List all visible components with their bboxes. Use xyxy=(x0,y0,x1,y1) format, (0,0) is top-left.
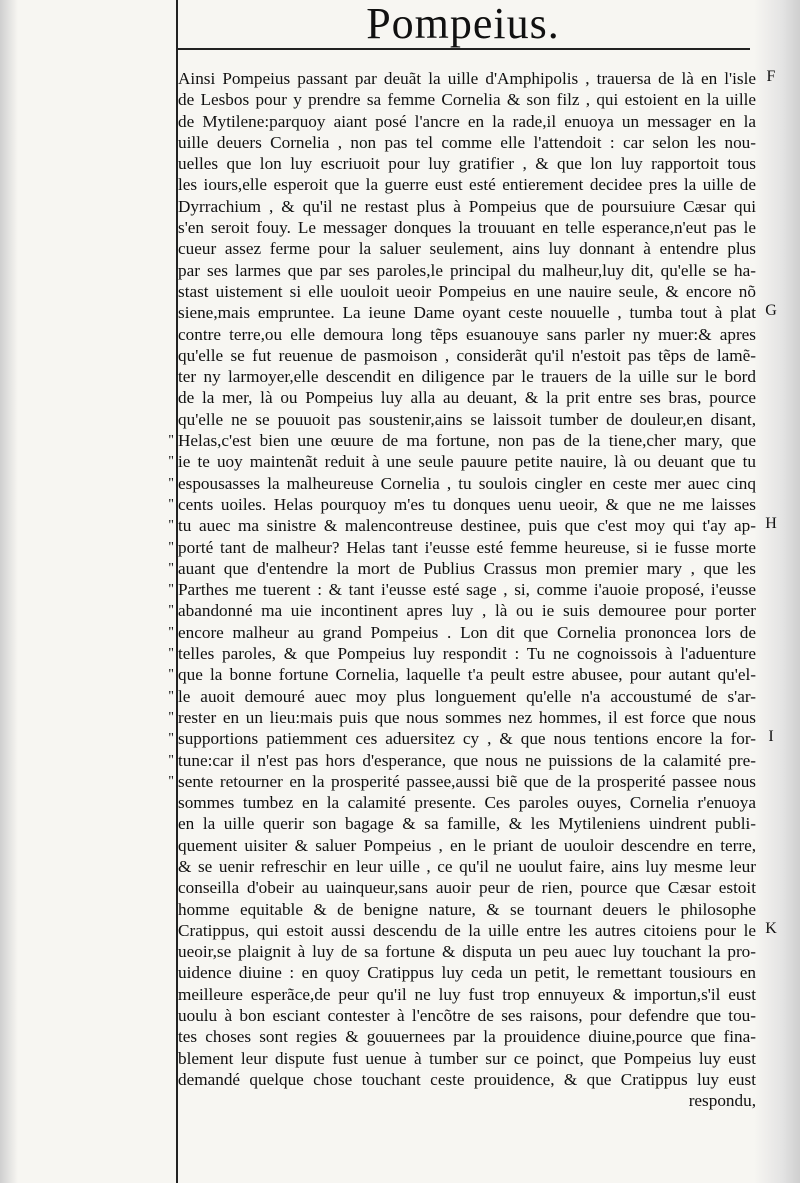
text-line: par ses larmes que par ses paroles,le principal du malheur,luy dit, qu'elle se ha- xyxy=(178,260,756,280)
marker-spacer xyxy=(146,260,174,281)
text-line: qu'elle se fut reuenue de pasmoison , considerãt qu'il n'estoit pas tẽps de lamẽ- xyxy=(178,345,756,365)
text-line: uidence diuine : en quoy Cratippus luy ceda un petit, le remettant tousiours en xyxy=(178,963,756,983)
text-line: que la bonne fortune Cornelia, laquelle t'a peult estre abusee, pour autant qu'el- xyxy=(178,665,756,685)
text-line: supportions patiemment ces aduersitez cy , & que nous tentions encore la for- xyxy=(178,729,756,749)
text-line: Helas,c'est bien une œuure de ma fortune, non pas de la tiene,cher mary, que xyxy=(178,431,756,451)
marker-spacer xyxy=(146,345,174,366)
quote-marker: " xyxy=(168,709,174,725)
section-letter: I xyxy=(768,728,774,746)
marker-spacer xyxy=(146,387,174,408)
marker-spacer xyxy=(146,1026,174,1047)
marker-spacer xyxy=(146,238,174,259)
marker-spacer xyxy=(146,899,174,920)
left-gutter-shadow xyxy=(0,0,18,1183)
text-line: cents uoiles. Helas pourquoy m'es tu donques uenu ueoir, & que ne me laisses xyxy=(178,494,756,514)
running-head: Pompeius. xyxy=(366,0,560,48)
header-rule xyxy=(176,48,750,50)
marker-spacer xyxy=(146,813,174,834)
right-edge-shadow xyxy=(754,0,800,1183)
text-line: tes choses sont regies & gouuernees par la prouidence diuine,pource que fina- xyxy=(178,1027,756,1047)
marker-spacer xyxy=(146,856,174,877)
text-line: en la uille querir son bagage & sa famille, & les Mytileniens uindrent publi- xyxy=(178,814,756,834)
quote-marker: " xyxy=(168,582,174,598)
marker-spacer xyxy=(146,835,174,856)
quote-marker: " xyxy=(168,688,174,704)
text-line: de la mer, là ou Pompeius luy alla au deuant, & la prit entre ses bras, pource xyxy=(178,388,756,408)
quote-marker: " xyxy=(168,560,174,576)
text-line: conseilla d'obeir au uainqueur,sans auoir peur de rien, pource que Cæsar estoit xyxy=(178,878,756,898)
text-line: contre terre,ou elle demoura long tẽps esuanouye sans parler ny muer:& apres xyxy=(178,324,756,344)
quote-marker: " xyxy=(168,475,174,491)
text-line: uoulu à bon esciant contester à l'encõtre de ses raisons, pour defendre que tou- xyxy=(178,1006,756,1026)
text-line: auant que d'entendre la mort de Publius Crassus mon premier mary , que les xyxy=(178,558,756,578)
marker-spacer xyxy=(146,302,174,323)
text-line: homme equitable & de benigne nature, & se tournant deuers le philosophe xyxy=(178,899,756,919)
marker-spacer xyxy=(146,409,174,430)
text-line: espousasses la malheureuse Cornelia , tu soulois cingler en ceste mer auec cinq xyxy=(178,473,756,493)
text-line: qu'elle ne se pouuoit pas soustenir,ains se laissoit tumber de douleur,en disant, xyxy=(178,409,756,429)
text-line: ie te uoy maintenãt reduit à une seule pauure petite nauire, là ou deuant que tu xyxy=(178,452,756,472)
text-line: ter ny larmoyer,elle descendit en diligence par le trauers de la uille sur le bord xyxy=(178,367,756,387)
text-line: s'en seroit fouy. Le messager donques la trouuant en telle esperance,n'eut pas le xyxy=(178,218,756,238)
marker-spacer xyxy=(146,941,174,962)
text-line: stast uistement si elle uouloit ueoir Pompeius en une nauire seule, & encore nõ xyxy=(178,281,756,301)
quote-marker-column xyxy=(146,68,174,1112)
marker-spacer xyxy=(146,89,174,110)
marker-spacer xyxy=(146,920,174,941)
marker-spacer xyxy=(146,1090,174,1111)
text-line: Dyrrachium , & qu'il ne restast plus à Pompeius que de poursuiure Cæsar qui xyxy=(178,196,756,216)
text-line: Cratippus, qui estoit aussi descendu de la uille entre les autres citoiens pour le xyxy=(178,920,756,940)
section-letter: F xyxy=(766,68,776,85)
text-line: tu auec ma sinistre & malencontreuse destinee, puis que c'est moy qui t'ay ap- xyxy=(178,516,756,536)
quote-marker: " xyxy=(168,752,174,768)
text-line: telles paroles, & que Pompeius luy respondit : Tu ne cognoissois à l'aduenture xyxy=(178,644,756,664)
quote-marker: " xyxy=(168,518,174,534)
text-line: sommes tumbez en la calamité presente. Ces paroles ouyes, Cornelia r'enuoya xyxy=(178,793,756,813)
text-line: uille deuers Cornelia , non pas tel comme elle l'attendoit : car selon les nou- xyxy=(178,132,756,152)
text-line: sente retourner en la prosperité passee,aussi biẽ que de la prosperité passee nous xyxy=(178,771,756,791)
text-line: uelles que lon luy escriuoit pour luy gratifier , & que lon luy rapportoit tous xyxy=(178,154,756,174)
quote-marker: " xyxy=(168,731,174,747)
marker-spacer xyxy=(146,281,174,302)
quote-marker: " xyxy=(168,496,174,512)
text-line: abandonné ma uie incontinent apres luy , là ou ie suis demouree pour porter xyxy=(178,601,756,621)
text-line: les iours,elle esperoit que la guerre eust esté entierement decidee pres la uille de xyxy=(178,175,756,195)
section-letter: K xyxy=(765,920,777,937)
quote-marker: " xyxy=(168,433,174,449)
section-letter: G xyxy=(765,302,777,320)
text-line: encore malheur au grand Pompeius . Lon dit que Cornelia prononcea lors de xyxy=(178,622,756,642)
text-line: cueur assez ferme pour la saluer seulement, ains luy donnant à entendre plus xyxy=(178,239,756,259)
text-line: blement leur dispute fust uenue à tumber sur ce poinct, que Pompeius luy eust xyxy=(178,1048,756,1068)
marker-spacer xyxy=(146,1048,174,1069)
marker-spacer xyxy=(146,111,174,132)
text-line: & se uenir refreschir en leur uille , ce qu'il ne uoulut faire, ains luy mesme leur xyxy=(178,856,756,876)
marker-spacer xyxy=(146,153,174,174)
section-letter: H xyxy=(765,515,777,533)
body-text xyxy=(178,68,756,1112)
marker-spacer xyxy=(146,132,174,153)
marker-spacer xyxy=(146,792,174,813)
quote-marker: " xyxy=(168,539,174,555)
text-line: ueoir,se plaignit à luy de sa fortune & disputa un peu auec luy touchant la pro- xyxy=(178,942,756,962)
text-line: siene,mais empruntee. La ieune Dame oyant ceste nouuelle , tumba tout à plat xyxy=(178,303,756,323)
text-line: meilleure esperãce,de peur qu'il ne luy fust trop ennuyeux & importun,s'il eust xyxy=(178,984,756,1004)
text-line: de Lesbos pour y prendre sa femme Cornelia & son filz , qui estoient en la uille xyxy=(178,90,756,110)
text-line: rester en un lieu:mais puis que nous sommes nez hommes, il est force que nous xyxy=(178,707,756,727)
text-line: de Mytilene:parquoy aiant posé l'ancre en la rade,il enuoya un messager en la xyxy=(178,111,756,131)
marker-spacer xyxy=(146,217,174,238)
quote-marker: " xyxy=(168,773,174,789)
text-line: le auoit demouré auec moy plus longuement qu'elle n'a accoustumé de s'ar- xyxy=(178,686,756,706)
text-line: tune:car il n'est pas hors d'esperance, que nous ne puissions de la calamité pre- xyxy=(178,750,756,770)
marker-spacer xyxy=(146,366,174,387)
quote-marker: " xyxy=(168,667,174,683)
text-line: quement uisiter & saluer Pompeius , en le priant de uouloir descendre en terre, xyxy=(178,835,756,855)
marker-spacer xyxy=(146,68,174,89)
marker-spacer xyxy=(146,1005,174,1026)
text-line: porté tant de malheur? Helas tant i'eusse esté femme heureuse, si ie fusse morte xyxy=(178,537,756,557)
quote-marker: " xyxy=(168,603,174,619)
marker-spacer xyxy=(146,962,174,983)
marker-spacer xyxy=(146,196,174,217)
quote-marker: " xyxy=(168,646,174,662)
marker-spacer xyxy=(146,877,174,898)
marker-spacer xyxy=(146,174,174,195)
text-line: demandé quelque chose touchant ceste prouidence, & que Cratippus luy eust xyxy=(178,1069,756,1089)
quote-marker: " xyxy=(168,624,174,640)
text-line: Ainsi Pompeius passant par deuãt la uille d'Amphipolis , trauersa de là en l'isle xyxy=(178,69,756,88)
text-line: Parthes me tuerent : & tant i'eusse esté sage , si, comme i'auoie proposé, i'eusse xyxy=(178,580,756,600)
marker-spacer xyxy=(146,324,174,345)
text-line: respondu, xyxy=(688,1091,756,1111)
marker-spacer xyxy=(146,984,174,1005)
quote-marker: " xyxy=(168,454,174,470)
marker-spacer xyxy=(146,1069,174,1090)
